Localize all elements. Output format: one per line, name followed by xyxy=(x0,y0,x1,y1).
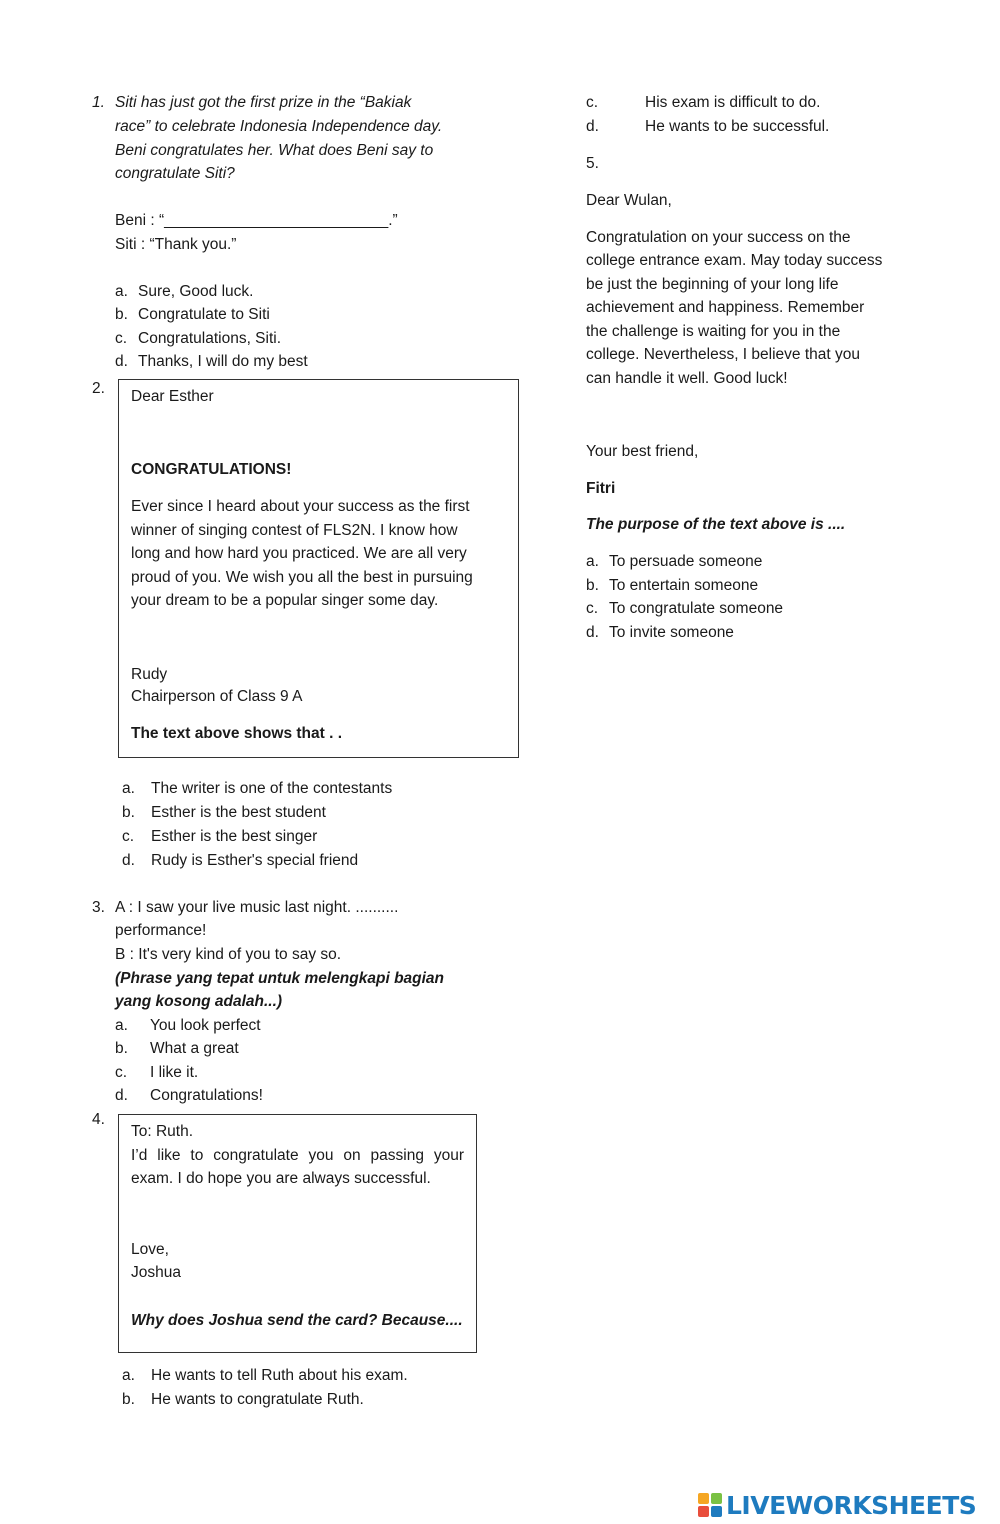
letter-signature: Rudy xyxy=(131,666,168,683)
logo-text: LIVEWORKSHEETS xyxy=(726,1490,977,1520)
option-b[interactable] xyxy=(115,303,270,327)
card-closing: Love, xyxy=(131,1241,169,1258)
letter-body-line: college. Nevertheless, I believe that you xyxy=(586,346,860,363)
option-b[interactable] xyxy=(122,1388,364,1412)
option-d[interactable] xyxy=(115,1084,263,1108)
letter-sender: Fitri xyxy=(586,480,616,497)
option-b[interactable] xyxy=(115,1037,239,1061)
letter-heading: CONGRATULATIONS! xyxy=(131,461,292,478)
option-d[interactable] xyxy=(586,621,734,645)
option-text: Congratulations, Siti. xyxy=(138,330,282,347)
option-text: His exam is difficult to do. xyxy=(645,94,821,111)
option-d[interactable] xyxy=(586,115,829,139)
option-b[interactable] xyxy=(586,574,758,598)
option-text: Sure, Good luck. xyxy=(138,283,254,300)
option-letter: b. xyxy=(115,306,128,323)
question-line: Beni congratulates her. What does Beni say to xyxy=(115,142,434,159)
option-text: You look perfect xyxy=(150,1017,261,1034)
option-b[interactable] xyxy=(122,801,326,825)
dialog-line: A : I saw your live music last night. .......... xyxy=(115,899,399,916)
option-a[interactable] xyxy=(122,1364,408,1388)
option-text: I like it. xyxy=(150,1064,199,1081)
question-prompt: Why does Joshua send the card? Because.... xyxy=(131,1312,463,1329)
option-letter: a. xyxy=(122,780,135,797)
option-letter: b. xyxy=(122,804,135,821)
option-d[interactable] xyxy=(122,849,358,873)
option-letter: d. xyxy=(115,1087,128,1104)
dialog-line: B : It's very kind of you to say so. xyxy=(115,946,342,963)
option-text: He wants to be successful. xyxy=(645,118,830,135)
option-text: To persuade someone xyxy=(609,553,763,570)
card-body-line: exam. I do hope you are always successful. xyxy=(131,1170,431,1187)
letter-body-line: proud of you. We wish you all the best in pursuing xyxy=(131,569,473,586)
option-letter: d. xyxy=(586,118,599,135)
option-a[interactable] xyxy=(122,777,392,801)
option-text: To invite someone xyxy=(609,624,734,641)
letter-body-line: achievement and happiness. Remember xyxy=(586,299,865,316)
letter-signature: Chairperson of Class 9 A xyxy=(131,688,303,705)
question-number: 4. xyxy=(92,1111,105,1128)
liveworksheets-logo[interactable] xyxy=(698,1490,976,1520)
letter-body-line: can handle it well. Good luck! xyxy=(586,370,788,387)
dialog-line: Beni : “__________________________.” xyxy=(115,212,398,229)
option-c[interactable] xyxy=(115,1061,198,1085)
question-prompt: The text above shows that . . xyxy=(131,725,343,742)
letter-closing: Your best friend, xyxy=(586,443,699,460)
letter-greeting: Dear Wulan, xyxy=(586,192,672,209)
option-letter: c. xyxy=(122,828,135,845)
option-text: The writer is one of the contestants xyxy=(151,780,393,797)
letter-body-line: long and how hard you practiced. We are all very xyxy=(131,545,467,562)
option-a[interactable] xyxy=(115,280,253,304)
letter-body-line: Ever since I heard about your success as the first xyxy=(131,498,470,515)
question-number: 5. xyxy=(586,155,599,172)
option-a[interactable] xyxy=(115,1014,261,1038)
option-letter: a. xyxy=(115,283,128,300)
option-text: What a great xyxy=(150,1040,239,1057)
option-text: Congratulations! xyxy=(150,1087,263,1104)
option-text: To entertain someone xyxy=(609,577,759,594)
option-text: Esther is the best student xyxy=(151,804,326,821)
dialog-line: performance! xyxy=(115,922,207,939)
logo-square xyxy=(698,1493,709,1504)
question-number: 3. xyxy=(92,899,105,916)
letter-body-line: winner of singing contest of FLS2N. I know how xyxy=(131,522,458,539)
letter-body-line: the challenge is waiting for you in the xyxy=(586,323,841,340)
option-letter: b. xyxy=(586,577,599,594)
option-c[interactable] xyxy=(115,327,281,351)
question-line: congratulate Siti? xyxy=(115,165,235,182)
dialog-line: Siti : “Thank you.” xyxy=(115,236,237,253)
logo-grid-icon xyxy=(698,1493,722,1517)
option-letter: a. xyxy=(586,553,599,570)
logo-square xyxy=(711,1493,722,1504)
option-text: Congratulate to Siti xyxy=(138,306,270,323)
option-letter: d. xyxy=(586,624,599,641)
letter-body-line: your dream to be a popular singer some day. xyxy=(131,592,439,609)
option-text: Thanks, I will do my best xyxy=(138,353,308,370)
option-letter: c. xyxy=(115,1064,128,1081)
question-number: 1. xyxy=(92,94,105,111)
letter-greeting: Dear Esther xyxy=(131,388,214,405)
instruction-line: yang kosong adalah...) xyxy=(115,993,283,1010)
instruction-line: (Phrase yang tepat untuk melengkapi bagian xyxy=(115,970,445,987)
option-letter: b. xyxy=(115,1040,128,1057)
option-letter: b. xyxy=(122,1391,135,1408)
option-c[interactable] xyxy=(122,825,317,849)
option-letter: d. xyxy=(122,852,135,869)
option-c[interactable] xyxy=(586,91,820,115)
card-body-line: I’d like to congratulate you on passing your xyxy=(131,1147,464,1164)
option-text: Esther is the best singer xyxy=(151,828,318,845)
question-number: 2. xyxy=(92,380,105,397)
option-text: To congratulate someone xyxy=(609,600,784,617)
option-c[interactable] xyxy=(586,597,783,621)
option-letter: c. xyxy=(586,600,599,617)
option-text: Rudy is Esther's special friend xyxy=(151,852,359,869)
option-d[interactable] xyxy=(115,350,308,374)
logo-square xyxy=(698,1506,709,1517)
question-line: Siti has just got the first prize in the “Bakiak xyxy=(115,94,412,111)
option-a[interactable] xyxy=(586,550,762,574)
letter-body-line: college entrance exam. May today success xyxy=(586,252,883,269)
card-to: To: Ruth. xyxy=(131,1123,194,1140)
option-text: He wants to tell Ruth about his exam. xyxy=(151,1367,408,1384)
question-line: race” to celebrate Indonesia Independence day. xyxy=(115,118,443,135)
card-sender: Joshua xyxy=(131,1264,181,1281)
option-letter: d. xyxy=(115,353,128,370)
option-letter: c. xyxy=(586,94,599,111)
option-text: He wants to congratulate Ruth. xyxy=(151,1391,364,1408)
question-prompt: The purpose of the text above is .... xyxy=(586,516,846,533)
option-letter: c. xyxy=(115,330,128,347)
letter-body-line: be just the beginning of your long life xyxy=(586,276,839,293)
option-letter: a. xyxy=(122,1367,135,1384)
logo-square xyxy=(711,1506,722,1517)
option-letter: a. xyxy=(115,1017,128,1034)
letter-body-line: Congratulation on your success on the xyxy=(586,229,851,246)
